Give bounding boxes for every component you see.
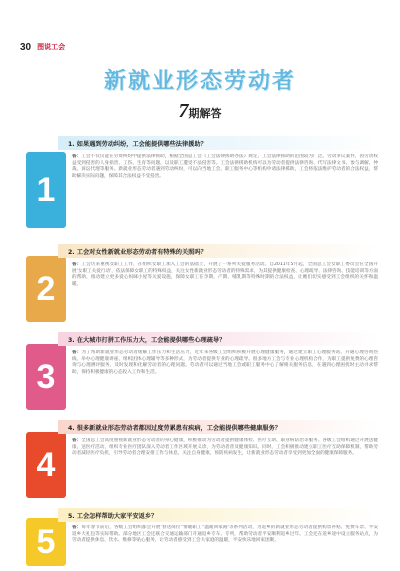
badge-digit: 2: [36, 269, 56, 308]
badge-digit: 1: [36, 170, 56, 209]
answer-label: 答：: [72, 350, 82, 355]
answer-text-2: [72, 262, 378, 324]
page-header: [20, 40, 65, 54]
qa-section-4: [26, 420, 378, 502]
answer-text-3: [72, 350, 378, 412]
main-title: 新就业形态劳动者: [103, 69, 296, 94]
question-bar-5: 5. 工会怎样帮助大家平安返乡？: [58, 508, 378, 522]
answer-body: 每年春节前后，各级工会组织都会开展'春送岗位''情暖职工''温暖回家路'等系列活动，为返乡的新就业形态劳动者提供购票补贴、免费车票、平安返乡大礼包等实际帮助。部分地区工会还联合交通运输部门开通返乡专车、专列，帮助劳动者平安顺利返乡过年。工会还在返乡途中设立服务站点，为劳动者提供休息、饮水、维修等贴心服务，让劳动者感受到工会大家庭的温暖，平安快乐地回家团聚。: [72, 525, 378, 544]
badge-digit: 4: [36, 445, 56, 484]
page-number: 30: [20, 41, 32, 53]
answer-label: 答：: [72, 438, 82, 443]
number-badge-2: [26, 256, 66, 322]
qa-section-3: [26, 332, 378, 414]
question-bar-1: 1. 如果遇到劳动纠纷，工会能提供哪些法律援助？: [58, 136, 378, 150]
issue-number: 7: [178, 100, 189, 122]
number-badge-4: [26, 432, 66, 498]
issue-title: [0, 100, 400, 123]
answer-label: 答：: [72, 262, 82, 267]
answer-label: 答：: [72, 525, 82, 530]
answer-text-5: [72, 525, 378, 567]
answer-text-4: [72, 438, 378, 500]
qa-section-1: [26, 136, 378, 236]
magazine-name: 图说工会: [37, 43, 66, 51]
number-badge-3: [26, 344, 66, 410]
badge-digit: 5: [36, 522, 56, 561]
qa-section-5: [26, 508, 378, 568]
answer-body: 全国总工会高度重视新就业形态劳动者的身心健康，积极推动为劳动者提供健康体检、医疗互助、职业病防治等服务。各级工会组织通过开展送健康、送医疗活动，组织专业医疗团队深入劳动者工作区域开展义诊，为劳动者普及健康知识。同时，工会积极推动建立职工医疗互助保障机制，帮助劳动者减轻医疗负担，引导劳动者合理安排工作与休息，关注自身健康，预防疾病发生，让新就业形态劳动者享受到更加全面的健康保障服务。: [72, 438, 378, 457]
question-bar-3: 3. 在大城市打拼工作压力大，工会能提供哪些心理疏导？: [58, 332, 378, 346]
answer-body: 工会历来重视女职工工作，在组织女职工加入工会的基础上，开展了一系列关爱服务活动。自2011年5月起，全国总工会女职工委员会在全国开展'女职工关爱行动'，依法保障女职工的特殊权益，关注女性新就业形态劳动者的特殊需求，为其提供健康检查、心理疏导、法律咨询、技能培训等方面的帮助，推动建立更多爱心妈咪小屋等关爱设施，保障女职工在孕期、产期、哺乳期等特殊时期的合法权益，让她们切实感受到工会组织的关怀和温暖。: [72, 262, 378, 287]
issue-suffix: 期解答: [188, 107, 222, 120]
answer-label: 答：: [72, 154, 82, 159]
question-bar-4: 4. 很多新就业形态劳动者都因过度劳累患有疾病，工会能提供哪些健康服务？: [58, 420, 378, 434]
badge-digit: 3: [36, 357, 56, 396]
number-badge-5: [26, 518, 66, 566]
question-bar-2: 2. 工会对女性新就业形态劳动者有特殊的关照吗？: [58, 244, 378, 258]
answer-body: 为了帮助新就业形态劳动者缓解工作压力和生活压力，近年来各级工会组织积极开展心理健康服务，通过建立职工心理服务站、开通心理咨询热线、举办心理健康讲座、组织团体心理辅导等多种形式，为劳动者提供专业的心理疏导。很多地方工会与专业心理机构合作，为职工提供免费的心理咨询与心理测评服务，及时发现和化解劳动者的心理问题。劳动者可以通过当地工会或职工服务中心了解相关服务信息，在遇到心理困扰时主动寻求帮助，保持积极健康的心态投入工作和生活。: [72, 350, 378, 375]
answer-text-1: [72, 154, 378, 234]
qa-section-2: [26, 244, 378, 326]
number-badge-1: [26, 152, 66, 228]
answer-body: 工会不仅仅能在劳资纠纷中提供法律援助，根据全国总工会《工会法律援助办法》规定，工会法律援助的范围较为广泛。劳动争议案件，因劳动权益受到侵害的人身损害、工伤、生育等问题，以及职工遭受不法侵害等。工会法律援助机构可以为劳动者提供法律咨询、代写法律文书、参与调解、仲裁、诉讼代理等服务。新就业形态劳动者遇到劳动纠纷，可以向当地工会、职工服务中心等机构申请法律援助，工会将依法维护劳动者的合法权益，帮助解决实际问题，保障其合法权益不受侵害。: [72, 154, 378, 179]
